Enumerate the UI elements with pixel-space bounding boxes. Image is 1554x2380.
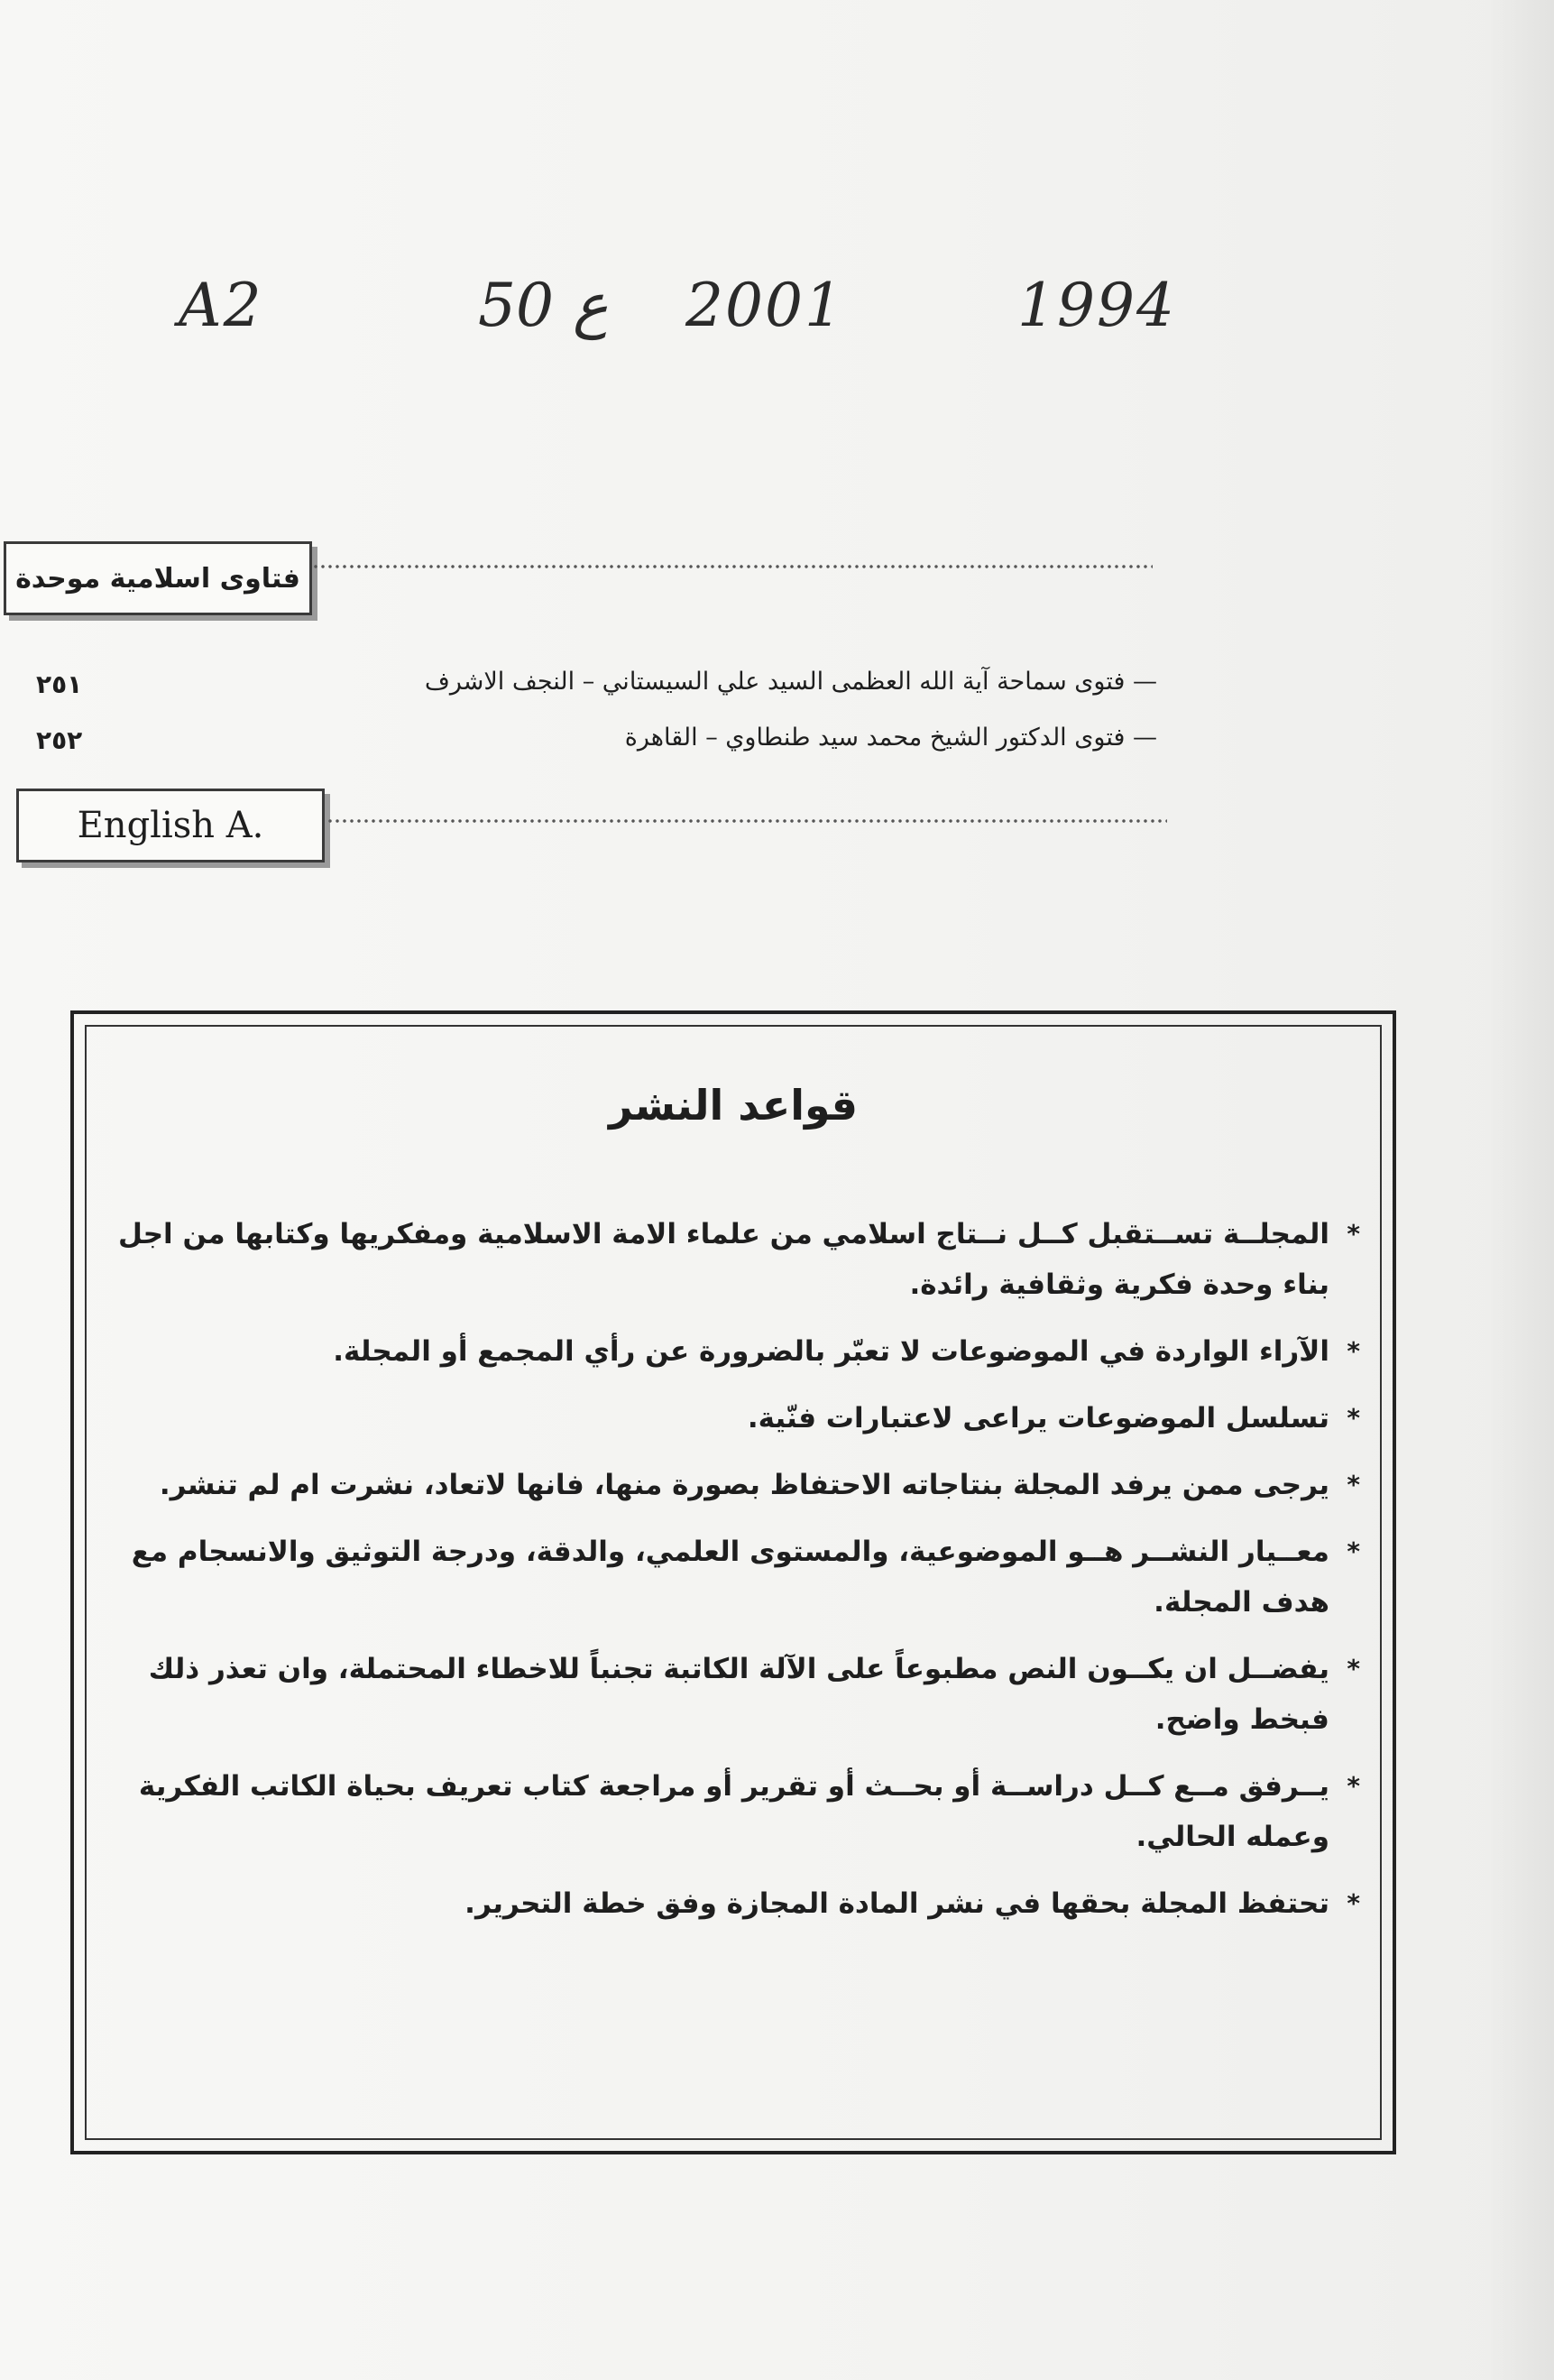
section-tab-fatawa: فتاوى اسلامية موحدة <box>4 541 312 615</box>
asterisk-icon: * <box>1347 1336 1360 1366</box>
rule-text: يفضــل ان يكــون النص مطبوعاً على الآلة الكاتبة تجنباً للاخطاء المحتملة، وان تعذر ذلك فبخط واضح. <box>148 1653 1329 1736</box>
asterisk-icon: * <box>1347 1403 1360 1433</box>
rule-text: تحتفظ المجلة بحقها في نشر المادة المجازة وفق خطة التحرير. <box>464 1887 1329 1920</box>
rule-item <box>108 1326 1360 1377</box>
handwritten-note-1: A2 <box>179 271 263 340</box>
rule-text: الآراء الواردة في الموضوعات لا تعبّر بالضرورة عن رأي المجمع أو المجلة. <box>333 1335 1329 1368</box>
handwritten-note-4: 1994 <box>1017 271 1176 340</box>
toc-entry-title: — فتوى سماحة آية الله العظمى السيد علي السيستاني – النجف الاشرف <box>424 668 1157 696</box>
dotted-divider <box>326 817 1167 825</box>
asterisk-icon: * <box>1347 1470 1360 1499</box>
publishing-rules-list <box>108 1209 1360 1945</box>
section-tab-english: English A. <box>16 789 325 863</box>
rule-text: يرجى ممن يرفد المجلة بنتاجاته الاحتفاظ بصورة منها، فانها لاتعاد، نشرت ام لم تنشر. <box>159 1469 1329 1501</box>
rule-text: المجلــة تســتقبل كــل نــتاج اسلامي من علماء الامة الاسلامية ومفكريها وكتابها من اجل بناء وحدة فكرية وثقافية رائدة. <box>118 1218 1329 1301</box>
asterisk-icon: * <box>1347 1536 1360 1566</box>
rule-item <box>108 1761 1360 1862</box>
toc-entry-page: ٢٥١ <box>36 669 83 699</box>
rule-item <box>108 1209 1360 1310</box>
rule-item <box>108 1393 1360 1444</box>
publishing-rules-box <box>70 1010 1396 2154</box>
page-edge-shadow <box>1482 0 1554 2380</box>
rule-text: تسلسل الموضوعات يراعى لاعتبارات فنّية. <box>747 1402 1329 1434</box>
toc-entry-page: ٢٥٢ <box>36 725 83 755</box>
rule-item <box>108 1527 1360 1628</box>
handwritten-note-3: 2001 <box>685 271 844 340</box>
asterisk-icon: * <box>1347 1654 1360 1684</box>
asterisk-icon: * <box>1347 1771 1360 1801</box>
asterisk-icon: * <box>1347 1219 1360 1249</box>
dotted-divider <box>312 563 1153 570</box>
publishing-rules-title: قواعد النشر <box>609 1081 858 1130</box>
rule-item <box>108 1460 1360 1510</box>
asterisk-icon: * <box>1347 1888 1360 1918</box>
rule-item <box>108 1878 1360 1929</box>
rule-text: معــيار النشــر هــو الموضوعية، والمستوى العلمي، والدقة، ودرجة التوثيق والانسجام مع هدف المجلة. <box>131 1536 1329 1619</box>
handwritten-note-2: 50 ع <box>478 271 609 340</box>
rule-text: يــرفق مــع كــل دراســة أو بحــث أو تقرير أو مراجعة كتاب تعريف بحياة الكاتب الفكرية وعمله الحالي. <box>138 1770 1329 1853</box>
toc-entry-title: — فتوى الدكتور الشيخ محمد سيد طنطاوي – القاهرة <box>624 724 1157 752</box>
rule-item <box>108 1644 1360 1745</box>
